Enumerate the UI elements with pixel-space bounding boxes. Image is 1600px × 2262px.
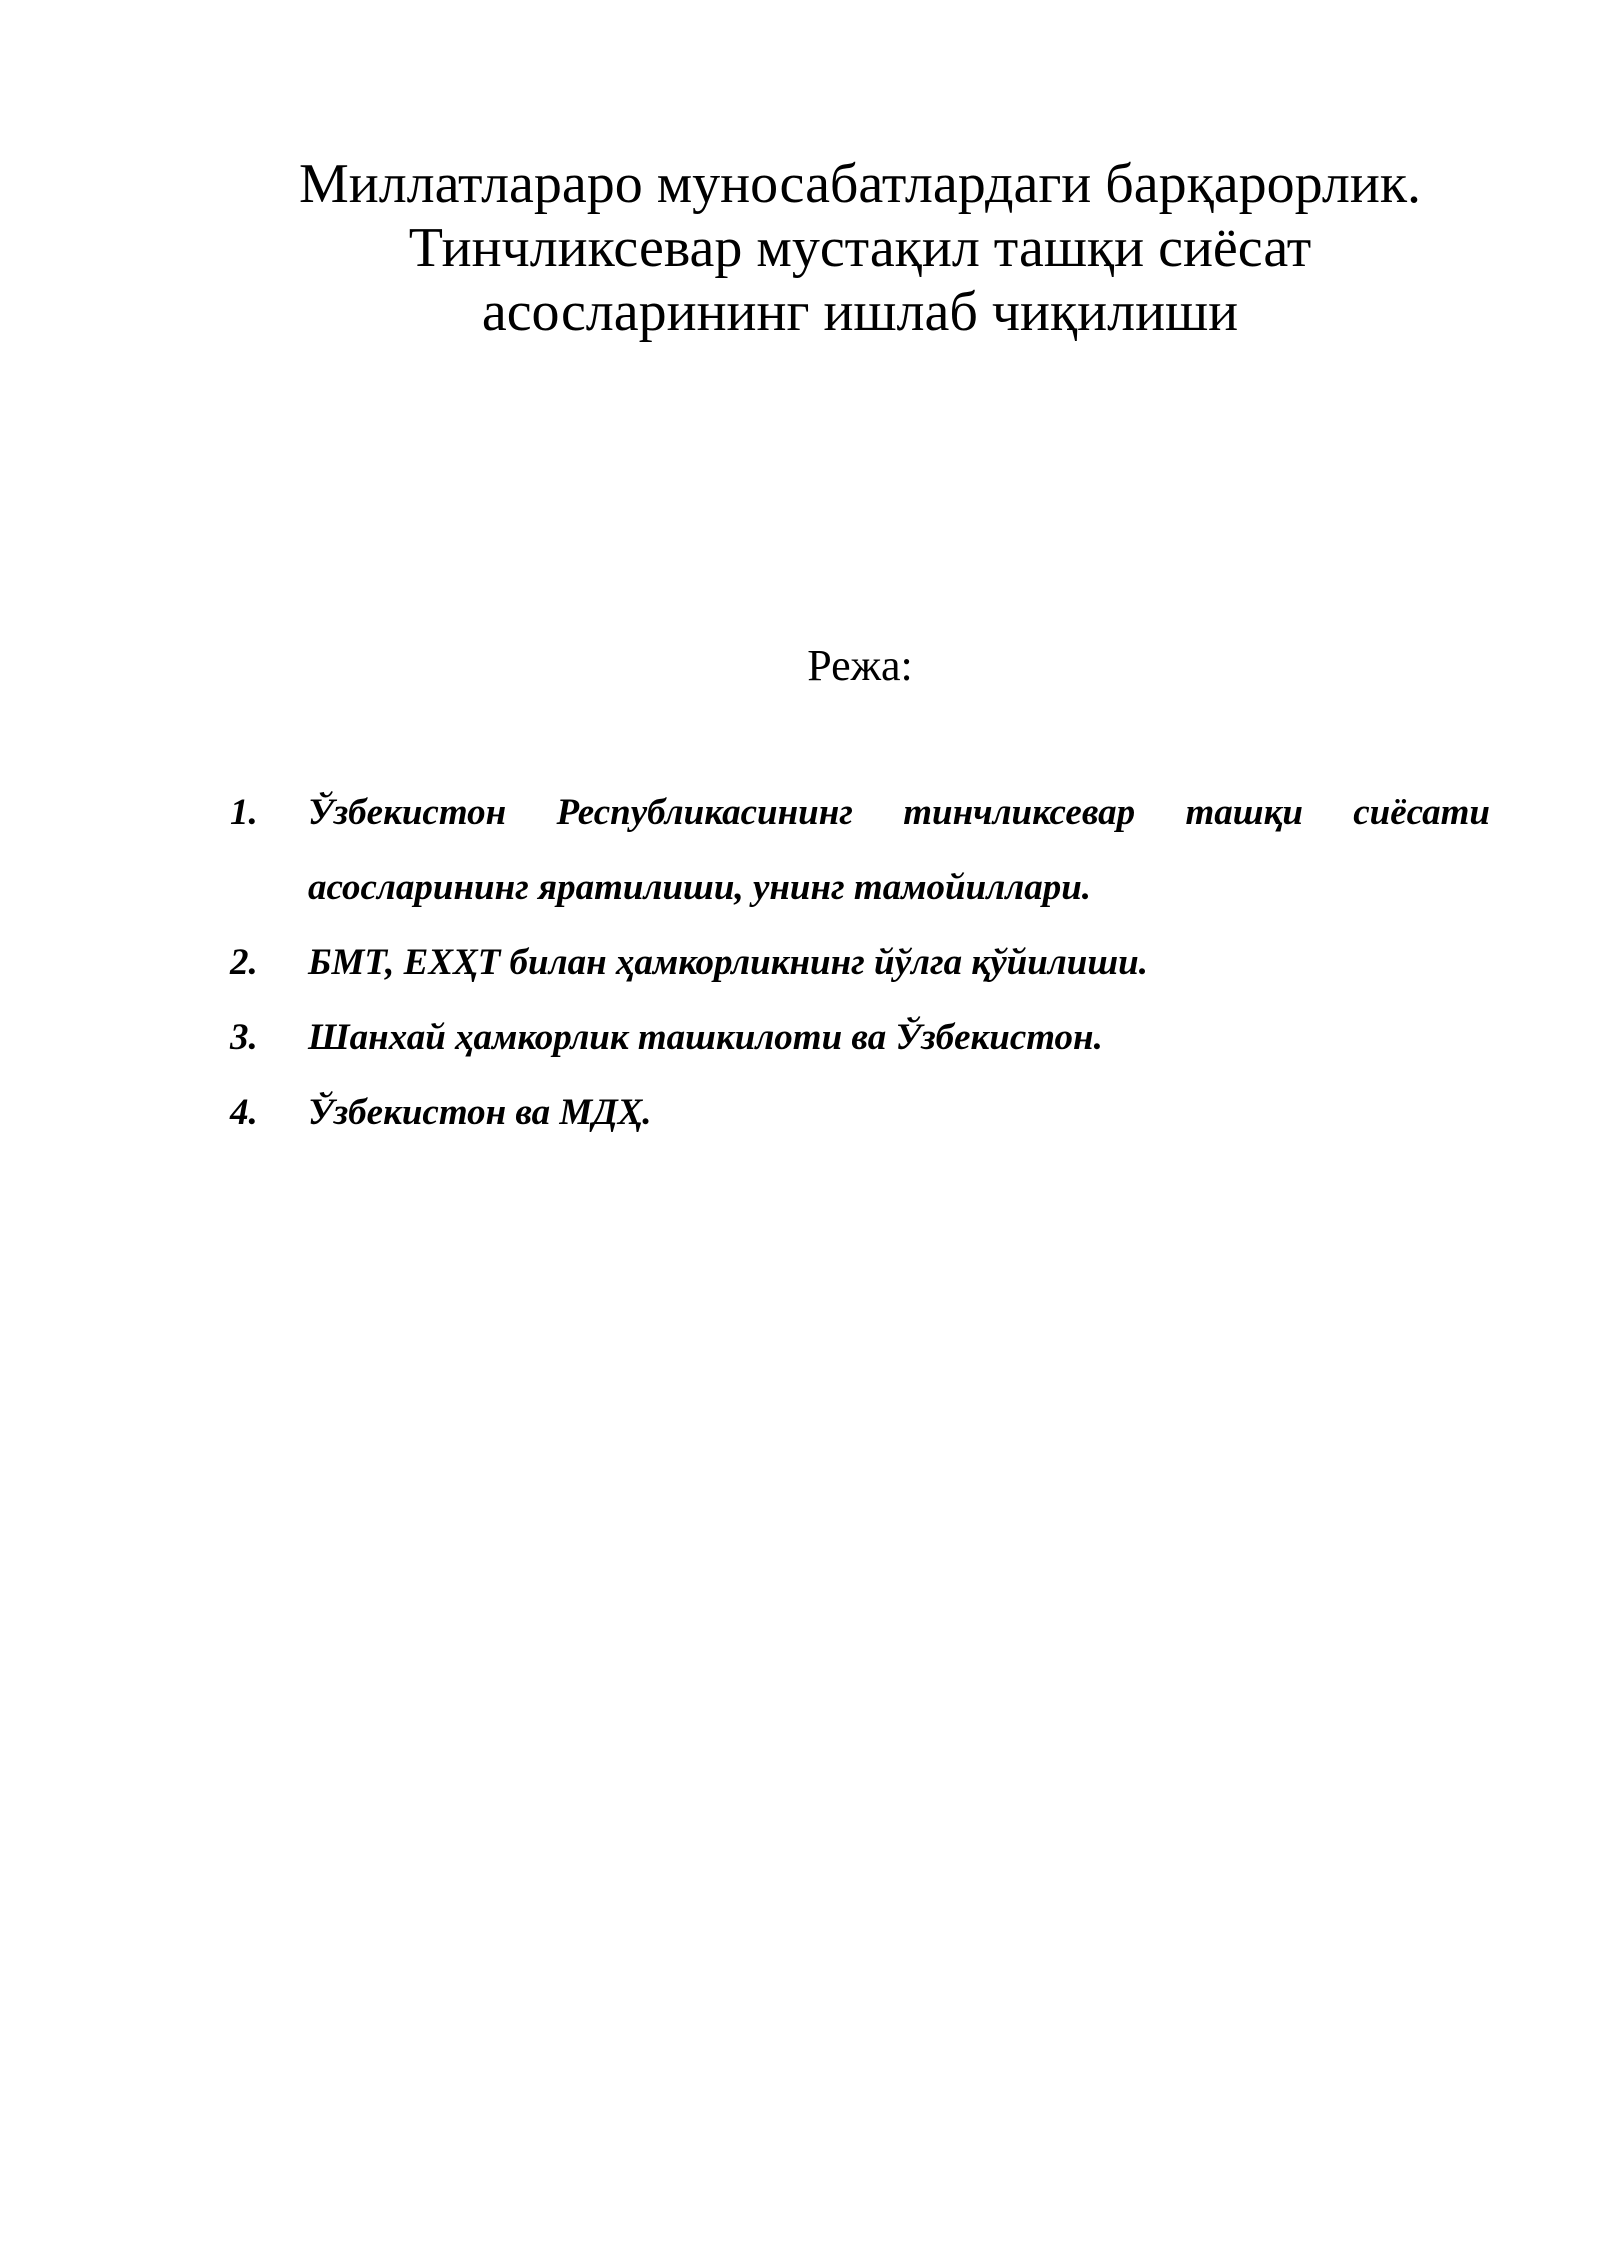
- plan-item: [230, 1075, 1490, 1150]
- plan-item: [230, 925, 1490, 1000]
- plan-item: [230, 1000, 1490, 1075]
- title-line-3: асосларининг ишлаб чиқилиши: [481, 281, 1239, 343]
- plan-item-text: Ўзбекистон ва МДҲ.: [308, 1092, 652, 1133]
- plan-item-number: 4.: [230, 1092, 258, 1133]
- document-title: [200, 152, 1520, 344]
- plan-item-text: Шанхай ҳамкорлик ташкилоти ва Ўзбекистон.: [308, 1017, 1103, 1058]
- plan-item-number: 2.: [230, 942, 258, 983]
- plan-item-text: БМТ, ЕХҲТ билан ҳамкорликнинг йўлга қўйилиши.: [308, 942, 1148, 983]
- title-line-1: Миллатлараро муносабатлардаги барқарорлик.: [298, 153, 1422, 215]
- plan-list: [230, 775, 1490, 1150]
- title-line-2: Тинчликсевар мустақил ташқи сиёсат: [408, 217, 1312, 279]
- plan-item: [230, 775, 1490, 925]
- plan-item-number: 3.: [230, 1017, 258, 1058]
- plan-item-text: Ўзбекистон Республикасининг тинчликсевар ташқи сиёсати асосларининг яратилиши, унинг тамойиллари.: [308, 792, 1490, 908]
- plan-heading: Режа:: [807, 641, 913, 690]
- plan-item-number: 1.: [230, 792, 258, 833]
